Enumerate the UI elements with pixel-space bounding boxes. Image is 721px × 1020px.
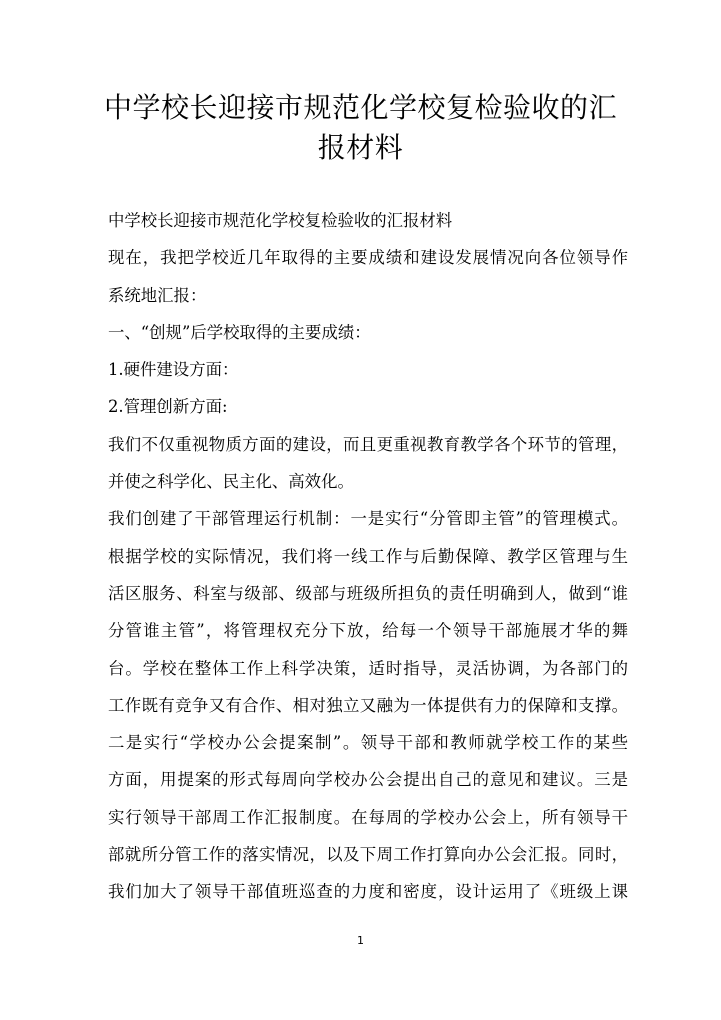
paragraph-line: 部就所分管工作的落实情况，以及下周工作打算向办公会汇报。同时， [108, 845, 628, 865]
page-number: 1 [357, 934, 364, 947]
title-line-1: 中学校长迎接市规范化学校复检验收的汇 [103, 91, 617, 124]
paragraph-line: 并使之科学化、民主化、高效化。 [108, 472, 354, 492]
document-body [108, 202, 628, 911]
paragraph-line: 我们加大了领导干部值班巡查的力度和密度，设计运用了《班级上课 [108, 882, 628, 902]
paragraph-line: 我们创建了干部管理运行机制：一是实行“分管即主管”的管理模式。 [108, 509, 628, 529]
paragraph-line: 2.管理创新方面: [108, 397, 228, 417]
paragraph-line: 中学校长迎接市规范化学校复检验收的汇报材料 [108, 211, 453, 230]
title-line-2: 报材料 [317, 131, 404, 164]
paragraph-line: 系统地汇报： [108, 285, 207, 305]
paragraph-line: 工作既有竞争又有合作、相对独立又融为一体提供有力的保障和支撑。 [108, 695, 628, 715]
paragraph-line: 一、“创规”后学校取得的主要成绩： [108, 322, 371, 342]
paragraph-line: 台。学校在整体工作上科学决策，适时指导，灵活协调，为各部门的 [108, 658, 628, 678]
document-title [100, 88, 621, 168]
paragraph-line: 分管谁主管”，将管理权充分下放，给每一个领导干部施展才华的舞 [108, 621, 628, 641]
paragraph-line: 实行领导干部周工作汇报制度。在每周的学校办公会上，所有领导干 [108, 807, 628, 827]
paragraph-line: 二是实行“学校办公会提案制”。领导干部和教师就学校工作的某些 [108, 733, 628, 753]
paragraph-line: 根据学校的实际情况，我们将一线工作与后勤保障、教学区管理与生 [108, 546, 628, 566]
paragraph-line: 活区服务、科室与级部、级部与班级所担负的责任明确到人，做到“谁 [108, 583, 628, 603]
paragraph-line: 我们不仅重视物质方面的建设，而且更重视教育教学各个环节的管理， [108, 434, 628, 454]
paragraph-line: 方面，用提案的形式每周向学校办公会提出自己的意见和建议。三是 [108, 770, 628, 790]
paragraph-line: 现在，我把学校近几年取得的主要成绩和建设发展情况向各位领导作 [108, 248, 628, 268]
paragraph-line: 1.硬件建设方面： [108, 360, 239, 380]
